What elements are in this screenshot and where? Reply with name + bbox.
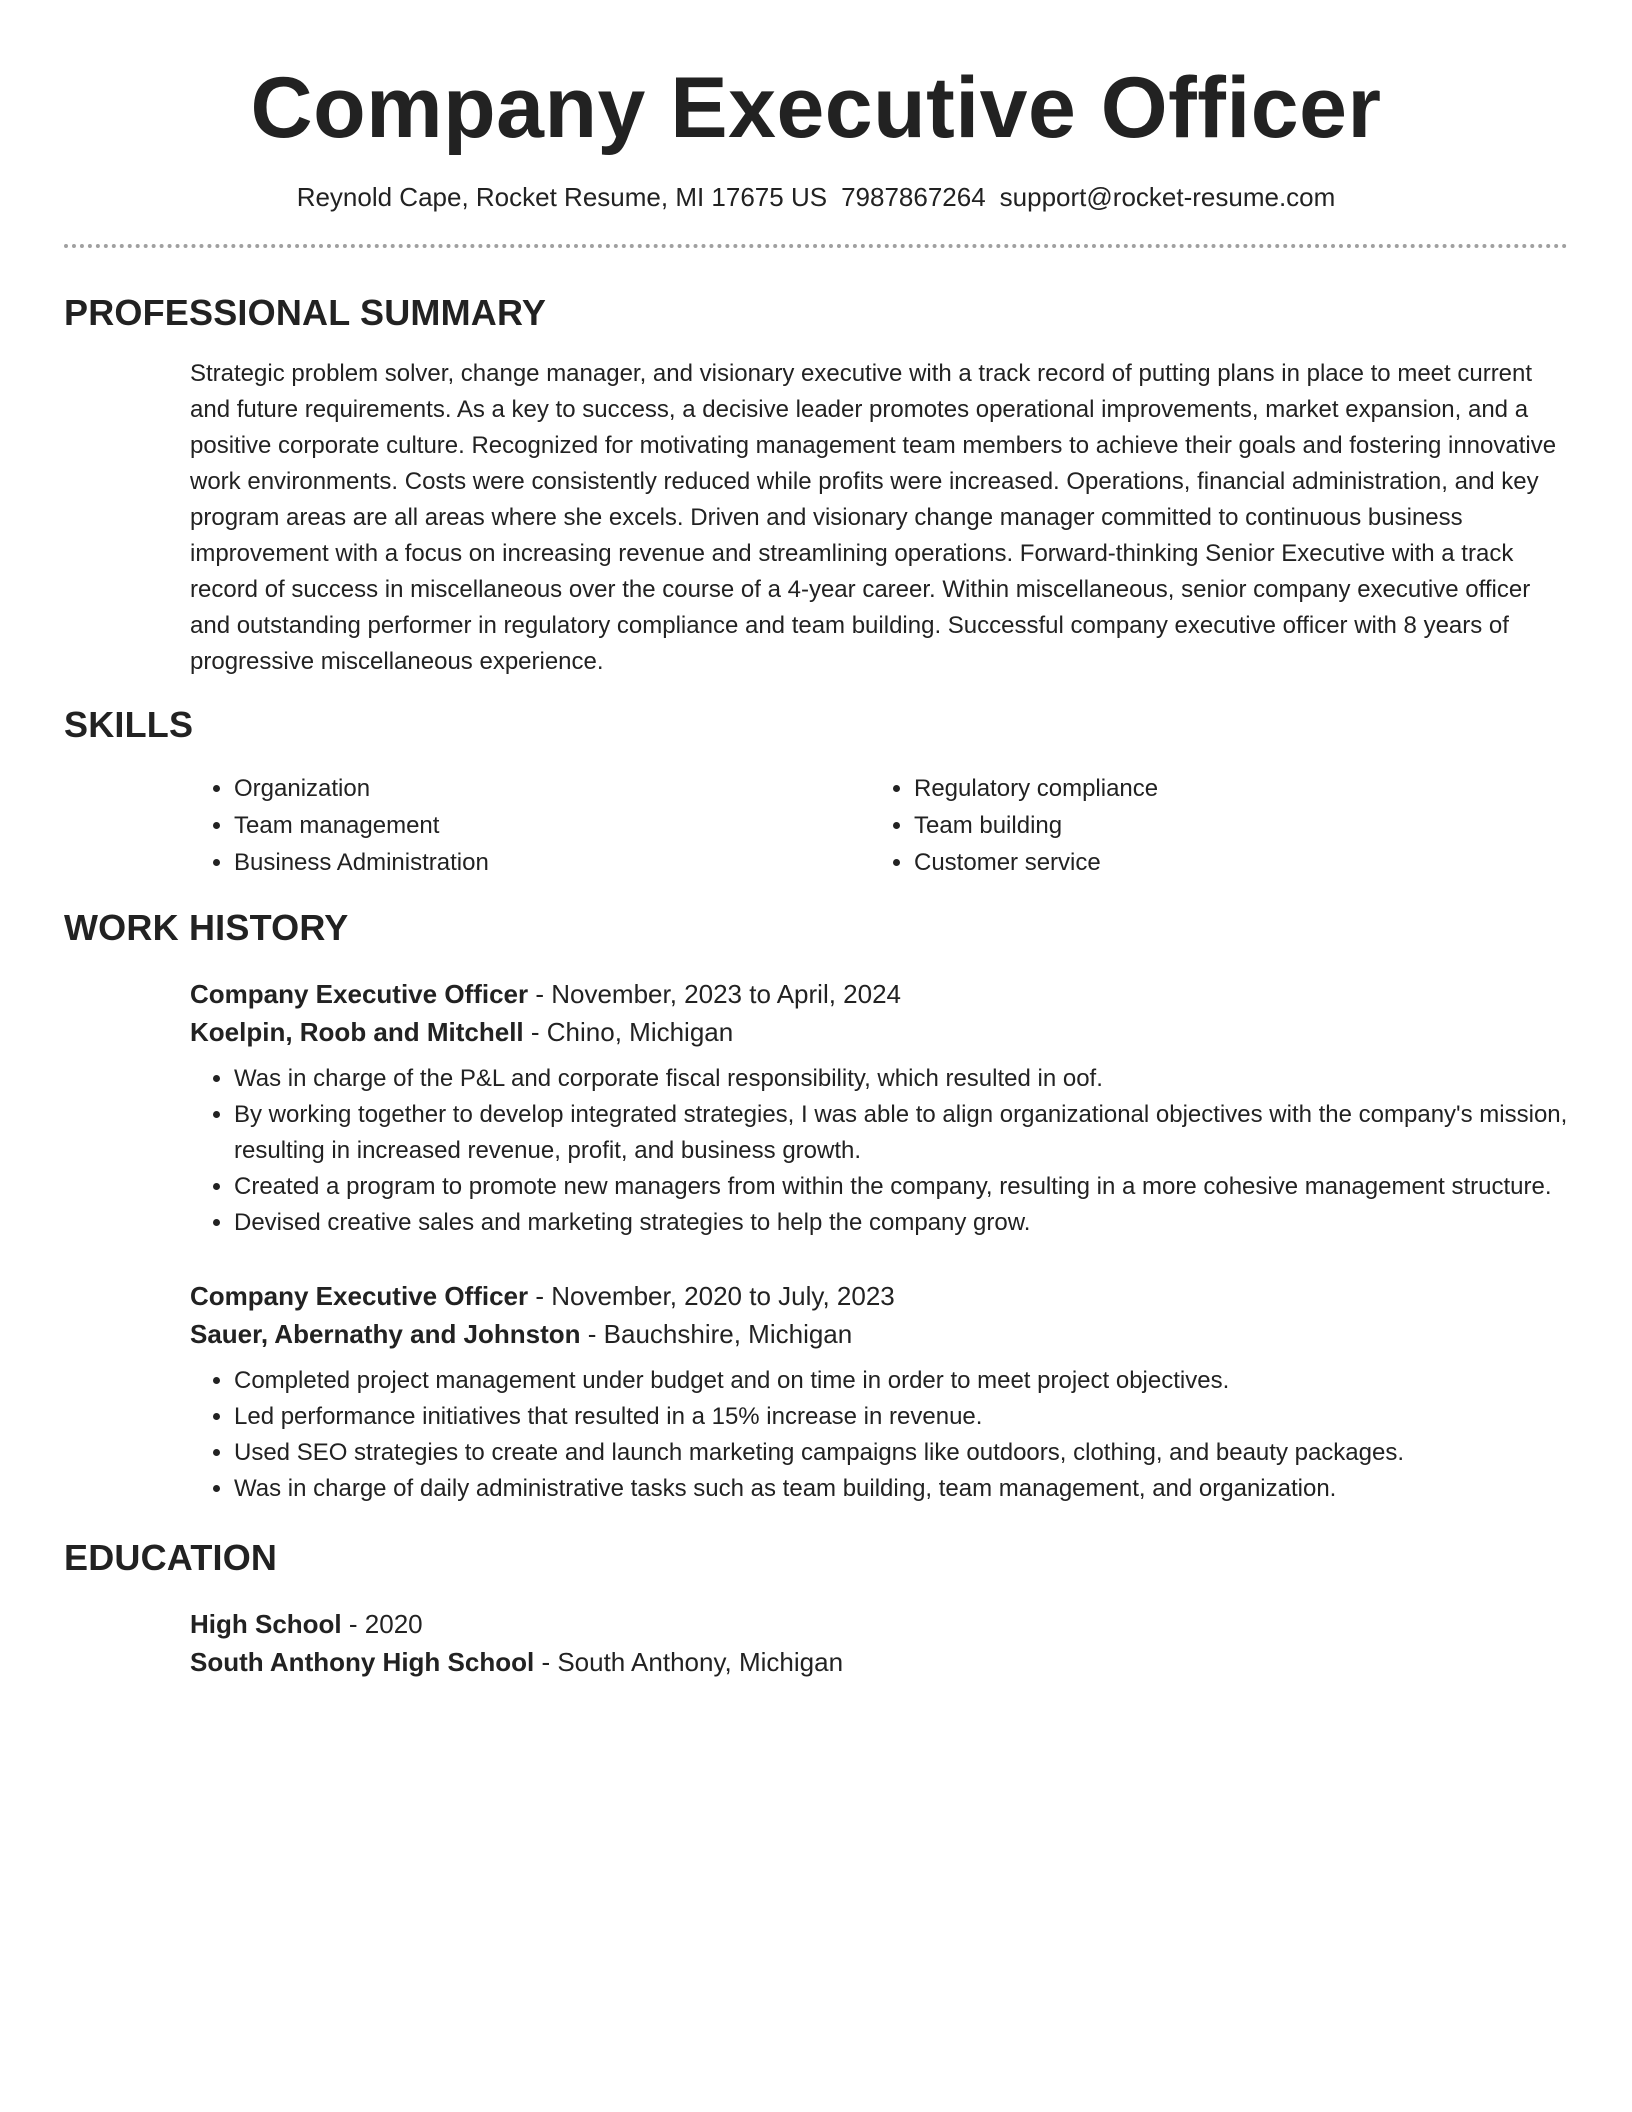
job-location: - Chino, Michigan bbox=[523, 1017, 734, 1047]
skill-item: • Customer service bbox=[914, 844, 1550, 881]
job-title-line bbox=[190, 975, 1568, 1013]
job-bullet: • Devised creative sales and marketing strategies to help the company grow. bbox=[234, 1205, 1568, 1241]
skills-list bbox=[190, 770, 1568, 881]
education-entry bbox=[190, 1605, 1568, 1681]
job-entry bbox=[190, 975, 1568, 1241]
job-company: Sauer, Abernathy and Johnston bbox=[190, 1319, 581, 1349]
job-company-line bbox=[190, 1315, 1568, 1353]
education-school-line bbox=[190, 1643, 1568, 1681]
job-bullets bbox=[190, 1061, 1568, 1241]
education-year: - 2020 bbox=[341, 1609, 423, 1639]
job-entry bbox=[190, 1277, 1568, 1507]
job-bullet: • Led performance initiatives that resulted in a 15% increase in revenue. bbox=[234, 1399, 1568, 1435]
skill-item: • Organization bbox=[234, 770, 870, 807]
job-bullet: • Completed project management under budget and on time in order to meet project objectives. bbox=[234, 1363, 1568, 1399]
section-title-work-history: WORK HISTORY bbox=[64, 907, 349, 948]
education-degree: High School bbox=[190, 1609, 342, 1639]
education-location: - South Anthony, Michigan bbox=[534, 1647, 844, 1677]
resume-page bbox=[64, 0, 1568, 1681]
skills-column-left bbox=[190, 770, 870, 881]
job-dates: - November, 2020 to July, 2023 bbox=[528, 1281, 895, 1311]
job-bullets bbox=[190, 1363, 1568, 1507]
job-bullet: • Was in charge of daily administrative tasks such as team building, team management, and organization. bbox=[234, 1471, 1568, 1507]
skill-item: • Team management bbox=[234, 807, 870, 844]
resume-name: Company Executive Officer bbox=[250, 60, 1382, 156]
contact-phone: 7987867264 bbox=[841, 182, 986, 212]
job-company-line bbox=[190, 1013, 1568, 1051]
section-title-skills: SKILLS bbox=[64, 704, 194, 745]
job-location: - Bauchshire, Michigan bbox=[580, 1319, 853, 1349]
job-bullet: • Used SEO strategies to create and launch marketing campaigns like outdoors, clothing, and beauty packages. bbox=[234, 1435, 1568, 1471]
contact-email[interactable]: support@rocket-resume.com bbox=[999, 182, 1336, 212]
education-degree-line bbox=[190, 1605, 1568, 1643]
section-title-summary: PROFESSIONAL SUMMARY bbox=[64, 292, 547, 333]
skill-item: • Team building bbox=[914, 807, 1550, 844]
job-bullet: • Created a program to promote new managers from within the company, resulting in a more cohesive management structure. bbox=[234, 1169, 1568, 1205]
job-dates: - November, 2023 to April, 2024 bbox=[528, 979, 902, 1009]
skill-item: • Regulatory compliance bbox=[914, 770, 1550, 807]
job-bullet: • By working together to develop integrated strategies, I was able to align organizational objectives with the company's mission, resulting in increased revenue, profit, and business growth. bbox=[234, 1097, 1568, 1169]
job-title-line bbox=[190, 1277, 1568, 1315]
header-divider bbox=[64, 244, 1568, 248]
job-role: Company Executive Officer bbox=[190, 1281, 529, 1311]
job-bullet: • Was in charge of the P&L and corporate fiscal responsibility, which resulted in oof. bbox=[234, 1061, 1568, 1097]
contact-address: Reynold Cape, Rocket Resume, MI 17675 US bbox=[296, 182, 828, 212]
contact-line bbox=[64, 180, 1568, 214]
summary-text: Strategic problem solver, change manager, and visionary executive with a track record of putting plans in place to meet current and future requirements. As a key to success, a decisive leader promotes operational improvements, market expansion, and a positive corporate culture. Recognized for motivating management team members to achieve their goals and fostering innovative work environments. Costs were consistently reduced while profits were increased. Operations, financial administration, and key program areas are all areas where she excels. Driven and visionary change manager committed to continuous business improvement with a focus on increasing revenue and streamlining operations. Forward-thinking Senior Executive with a track record of success in miscellaneous over the course of a 4-year career. Within miscellaneous, senior company executive officer and outstanding performer in regulatory compliance and team building. Successful company executive officer with 8 years of progressive miscellaneous experience. bbox=[190, 360, 1557, 675]
skills-column-right bbox=[870, 770, 1550, 881]
job-company: Koelpin, Roob and Mitchell bbox=[190, 1017, 524, 1047]
job-role: Company Executive Officer bbox=[190, 979, 529, 1009]
skill-item: • Business Administration bbox=[234, 844, 870, 881]
education-school: South Anthony High School bbox=[190, 1647, 535, 1677]
section-title-education: EDUCATION bbox=[64, 1537, 278, 1578]
